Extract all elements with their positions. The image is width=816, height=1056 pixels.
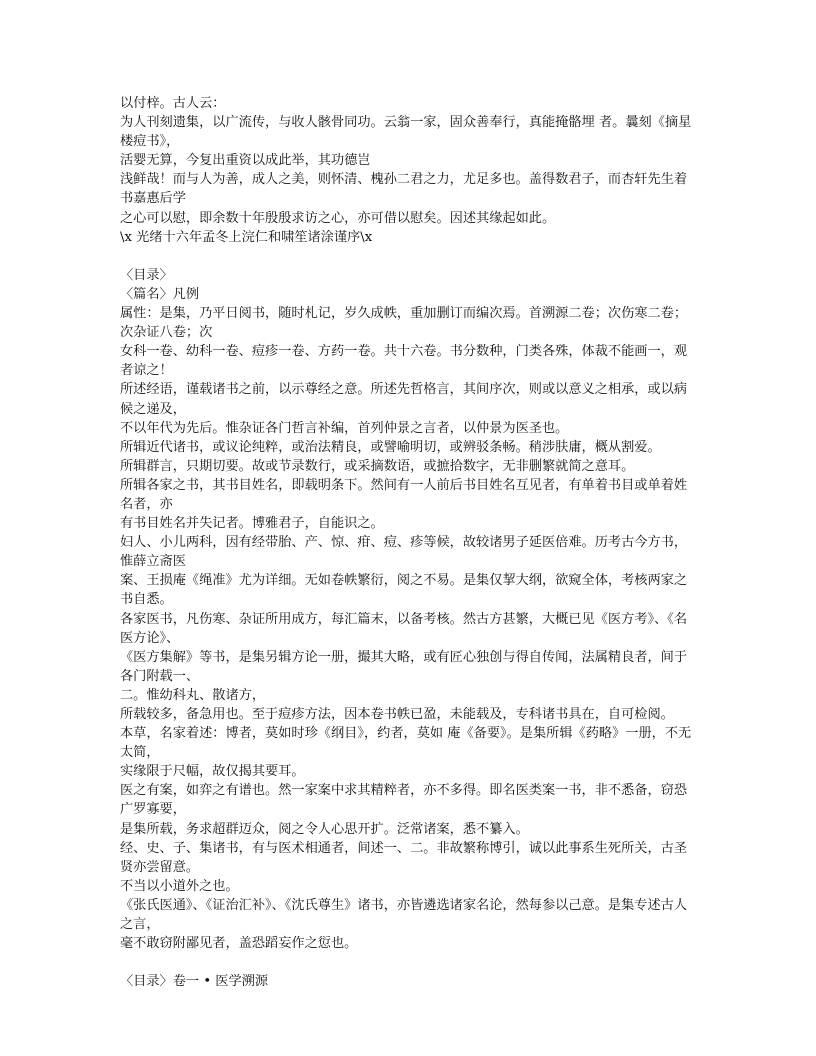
preface-signature: \x 光绪十六年孟冬上浣仁和啸笙诸涂谨序\x bbox=[120, 229, 373, 245]
document-page bbox=[120, 94, 700, 991]
preface-line: 浅鲜哉！而与人为善，成人之美，则怀清、槐孙二君之力，尤足多也。盖得数君子，而杏轩先生着书嘉惠后学 bbox=[120, 172, 688, 207]
next-section-heading: 〈目录〉卷一 • 医学溯源 bbox=[120, 974, 269, 990]
preface-line: 为人刊刻遗集，以广流传，与收人骸骨同功。云翁一家，固众善奉行，真能掩骼埋 者。曩刻《摘星楼痘书》， bbox=[120, 115, 692, 150]
body-line: 案、王损庵《绳准》尤为详细。无如卷帙繁衍，阅之不易。是集仅挈大纲，欲窥全体，考核两家之书自悉。 bbox=[120, 573, 688, 608]
body-line: 所辑群言，只期切要。故或节录数行，或采摘数语，或摭拾数字，无非删繁就简之意耳。 bbox=[120, 458, 635, 474]
body-line: 所辑近代诸书，或议论纯粹，或治法精良，或譬喻明切，或辨驳条畅。稍涉肤庸，概从割爱。 bbox=[120, 439, 661, 455]
body-line: 是集所载，务求超群迈众，阅之令人心思开扩。泛常诸案，悉不纂入。 bbox=[120, 821, 529, 837]
body-line: 属性：是集，乃平日阅书，随时札记，岁久成帙，重加删订而编次焉。首溯源二卷；次伤寒二卷；次杂证八卷；次 bbox=[120, 306, 688, 341]
body-line: 二。惟幼科丸、散诸方， bbox=[120, 687, 266, 703]
body-line: 《医方集解》等书，是集另辑方论一册，撮其大略，或有匠心独创与得自传闻，法属精良者，间于各门附载一、 bbox=[120, 649, 688, 684]
preface-line: 以付梓。古人云： bbox=[120, 96, 226, 111]
body-line: 女科一卷、幼科一卷、痘疹一卷、方药一卷。共十六卷。书分数种，门类各殊，体裁不能画一，观者谅之！ bbox=[120, 344, 688, 379]
body-line: 不以年代为先后。惟杂证各门哲言补编，首列仲景之言者，以仲景为医圣也。 bbox=[120, 420, 569, 436]
body-line: 所载较多，备急用也。至于痘疹方法，因本卷书帙已盈，未能载及，专科诸书具在，自可检阅。 bbox=[120, 707, 674, 722]
preface-line: 之心可以慰，即余数十年殷殷求访之心，亦可借以慰矣。因述其缘起如此。 bbox=[120, 210, 556, 226]
spacer bbox=[120, 247, 700, 266]
body-line: 各家医书，凡伤寒、杂证所用成方，每汇篇末，以备考核。然古方甚繁，大概已见《医方考》、《名医方论》、 bbox=[120, 611, 688, 646]
body-line: 不当以小道外之也。 bbox=[120, 878, 239, 894]
body-line: 毫不敢窃附鄙见者，盖恐蹈妄作之愆也。 bbox=[120, 936, 358, 952]
body-line: 本草，名家着述：博者，莫如时珍《纲目》，约者，莫如 庵《备要》。是集所辑《药略》一册，不无太简， bbox=[120, 726, 692, 761]
body-line: 所辑各家之书，其书目姓名，即载明条下。然间有一人前后书目姓名互见者，有单着书目或单着姓名者，亦 bbox=[120, 477, 688, 512]
body-line: 有书目姓名并失记者。博雅君子，自能识之。 bbox=[120, 516, 384, 532]
spacer bbox=[120, 953, 700, 972]
preface-line: 活婴无算，今复出重资以成此举，其功德岂 bbox=[120, 153, 371, 169]
body-line: 妇人、小儿两科，因有经带胎、产、惊、疳、痘、疹等候，故较诸男子延医倍难。历考古今方书，惟薛立斋医 bbox=[120, 535, 688, 570]
body-line: 医之有案，如弈之有谱也。然一家案中求其精粹者，亦不多得。即名医类案一书，非不悉备，窃恐广罗寡要， bbox=[120, 783, 688, 818]
body-line: 经、史、子、集诸书，有与医术相通者，间述一、二。非故繁称博引，诚以此事系生死所关，古圣贤亦尝留意。 bbox=[120, 840, 688, 875]
section-heading: 〈篇名〉凡例 bbox=[120, 286, 200, 302]
body-line: 实缘限于尺幅，故仅揭其要耳。 bbox=[120, 764, 305, 780]
toc-label: 〈目录〉 bbox=[120, 267, 173, 283]
body-line: 《张氏医通》、《证治汇补》、《沈氏尊生》诸书，亦皆遴选诸家名论，然每参以己意。是集专述古人之言， bbox=[120, 897, 688, 933]
body-line: 所述经语，谨载诸书之前，以示尊经之意。所述先哲格言，其间序次，则或以意义之相承，或以病候之递及， bbox=[120, 382, 688, 417]
